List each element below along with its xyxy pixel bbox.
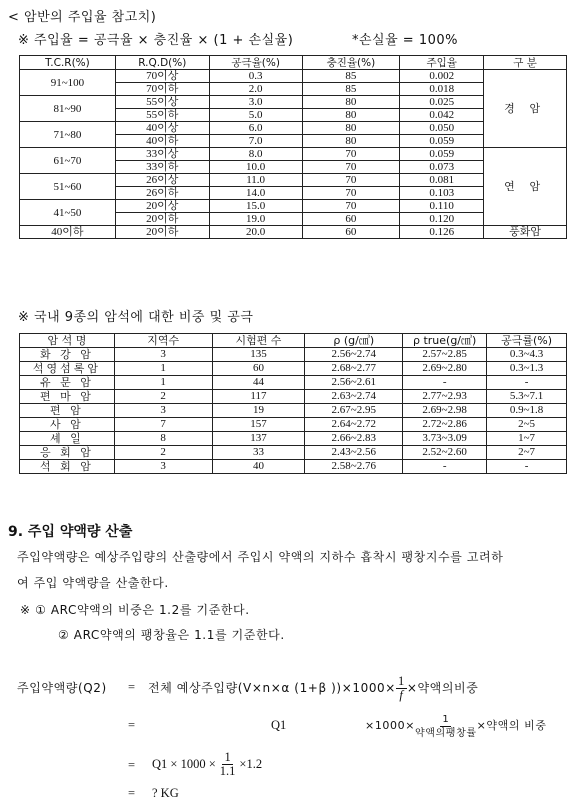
table-cell: 20이상	[115, 200, 209, 213]
table-cell: 1	[114, 376, 212, 390]
table-row	[20, 404, 567, 418]
fraction-1-num: 1	[397, 673, 405, 688]
table-cell: 8	[114, 432, 212, 446]
table-cell: 2.72~2.86	[403, 418, 487, 432]
table-cell: 5.3~7.1	[487, 390, 567, 404]
table-cell: 70	[302, 200, 400, 213]
table-cell: 7	[114, 418, 212, 432]
rock-name-cell: 셰 일	[20, 432, 115, 446]
table-row	[20, 148, 567, 161]
table-cell: 0.3	[209, 70, 302, 83]
rock-name-cell: 편 암	[20, 404, 115, 418]
table-cell: 3	[114, 348, 212, 362]
col-header: 주입율	[400, 56, 484, 70]
table-cell: 0.018	[400, 83, 484, 96]
table-cell: 8.0	[209, 148, 302, 161]
table-cell: 2.77~2.93	[403, 390, 487, 404]
calc-eq-1: =	[128, 680, 136, 694]
fraction-2-num: 1	[442, 713, 450, 725]
table-cell: 26이상	[115, 174, 209, 187]
table-cell: 3	[114, 460, 212, 474]
col-header: ρ (g/㎤)	[305, 334, 403, 348]
table-cell: 0.3~1.3	[487, 362, 567, 376]
table-cell: 2.0	[209, 83, 302, 96]
table-cell: 2.57~2.85	[403, 348, 487, 362]
table-row	[20, 362, 567, 376]
fraction-3-den: 1.1	[219, 763, 236, 778]
tcr-cell: 81~90	[20, 96, 116, 122]
table-cell: 20이하	[115, 226, 209, 239]
col-header: 충진율(%)	[302, 56, 400, 70]
table-cell: 6.0	[209, 122, 302, 135]
reference-title: < 암반의 주입율 참고치)	[8, 10, 157, 25]
calc-q1: Q1	[271, 718, 287, 732]
table-cell: 1	[114, 362, 212, 376]
table-cell: 44	[212, 376, 305, 390]
table-cell: 0.103	[400, 187, 484, 200]
fraction-2	[415, 713, 477, 740]
rock-name-cell: 응 회 암	[20, 446, 115, 460]
fraction-1-den: f	[399, 687, 404, 702]
table-cell: 2.52~2.60	[403, 446, 487, 460]
calc-line-1-a: 전체 예상주입량(V×n×α (1+β ))×1000×	[148, 681, 396, 695]
table-cell: 80	[302, 122, 400, 135]
table-cell: 11.0	[209, 174, 302, 187]
table-cell: 60	[302, 226, 400, 239]
table-cell: 2	[114, 446, 212, 460]
rock-name-cell: 유 문 암	[20, 376, 115, 390]
table-cell: 3.73~3.09	[403, 432, 487, 446]
table-cell: -	[403, 376, 487, 390]
table-row	[20, 390, 567, 404]
col-header: 암 석 명	[20, 334, 115, 348]
calc-eq-2: =	[128, 718, 136, 732]
table-cell: 19	[212, 404, 305, 418]
loss-rate-note: *손실율 = 100%	[352, 33, 458, 48]
col-header: 공극률(%)	[487, 334, 567, 348]
table-cell: 2.67~2.95	[305, 404, 403, 418]
table-cell: 33	[212, 446, 305, 460]
table-cell: 5.0	[209, 109, 302, 122]
section-title: 9. 주입 약액량 산출	[8, 524, 133, 540]
calc-line-2	[365, 710, 547, 742]
col-header: 시험편 수	[212, 334, 305, 348]
table-row	[20, 446, 567, 460]
fraction-2-den: 약액의팽창률	[415, 727, 477, 739]
table-row	[20, 460, 567, 474]
col-header: 구 분	[484, 56, 567, 70]
calc-line-3-b: ×1.2	[239, 756, 263, 771]
rock-table-title: ※ 국내 9종의 암석에 대한 비중 및 공극	[18, 310, 254, 325]
table-cell: 20이하	[115, 213, 209, 226]
calc-line-3	[152, 748, 262, 780]
calc-line-1-b: ×약액의비중	[406, 681, 479, 695]
table-row	[20, 418, 567, 432]
col-header: R.Q.D(%)	[115, 56, 209, 70]
table-cell: 1~7	[487, 432, 567, 446]
tcr-cell: 71~80	[20, 122, 116, 148]
table-cell: 117	[212, 390, 305, 404]
table-cell: 85	[302, 70, 400, 83]
table-cell: 3.0	[209, 96, 302, 109]
col-header: 공극율(%)	[209, 56, 302, 70]
rock-name-cell: 화 강 암	[20, 348, 115, 362]
table-cell: -	[487, 376, 567, 390]
table-cell: 2.68~2.77	[305, 362, 403, 376]
col-header: 지역수	[114, 334, 212, 348]
table-cell: 40이하	[115, 135, 209, 148]
table-cell: 2.43~2.56	[305, 446, 403, 460]
table-cell: 157	[212, 418, 305, 432]
table-cell: 0.3~4.3	[487, 348, 567, 362]
table-cell: 0.042	[400, 109, 484, 122]
table-cell: 135	[212, 348, 305, 362]
note-expansion-rate: ② ARC약액의 팽창율은 1.1를 기준한다.	[58, 628, 285, 642]
table-cell: 0.002	[400, 70, 484, 83]
table-cell: 0.059	[400, 148, 484, 161]
table-header-row	[20, 334, 567, 348]
rock-name-cell: 사 암	[20, 418, 115, 432]
table-cell: 55이상	[115, 96, 209, 109]
calc-eq-4: =	[128, 786, 136, 800]
table-cell: 40	[212, 460, 305, 474]
section-paragraph-line-2: 여 주입 약액량을 산출한다.	[17, 576, 169, 590]
calc-eq-3: =	[128, 758, 136, 772]
table-cell: 0.120	[400, 213, 484, 226]
rock-name-cell: 석 회 암	[20, 460, 115, 474]
table-cell: 70	[302, 161, 400, 174]
table-cell: 2	[114, 390, 212, 404]
table-cell: 55이하	[115, 109, 209, 122]
tcr-cell: 41~50	[20, 200, 116, 226]
group-cell: 경 암	[484, 70, 567, 148]
table-cell: 26이하	[115, 187, 209, 200]
col-header: ρ true(g/㎤)	[403, 334, 487, 348]
col-header: T.C.R(%)	[20, 56, 116, 70]
table-cell: 2.63~2.74	[305, 390, 403, 404]
calc-lhs: 주입약액량(Q2)	[17, 681, 107, 695]
tcr-cell: 91~100	[20, 70, 116, 96]
note-specific-gravity: ※ ① ARC약액의 비중은 1.2를 기준한다.	[20, 603, 250, 617]
table-cell: 2.56~2.74	[305, 348, 403, 362]
table-cell: 70	[302, 187, 400, 200]
table-cell: 7.0	[209, 135, 302, 148]
calc-line-2-a: ×1000×	[365, 719, 416, 732]
table-cell: -	[403, 460, 487, 474]
table-cell: 2.69~2.98	[403, 404, 487, 418]
table-cell: 2.66~2.83	[305, 432, 403, 446]
table-cell: 60	[212, 362, 305, 376]
calc-result: ? KG	[152, 786, 179, 800]
rock-name-cell: 편 마 암	[20, 390, 115, 404]
table-cell: 137	[212, 432, 305, 446]
table-cell: 80	[302, 135, 400, 148]
table-cell: 14.0	[209, 187, 302, 200]
section-paragraph-line-1: 주입약액량은 예상주입량의 산출량에서 주입시 약액의 지하수 흡착시 팽창지수를 고려하	[17, 550, 504, 564]
table-cell: 70이상	[115, 70, 209, 83]
table-row	[20, 70, 567, 83]
table-cell: 85	[302, 83, 400, 96]
table-cell: 70이하	[115, 83, 209, 96]
table-cell: 2.69~2.80	[403, 362, 487, 376]
table-cell: 0.081	[400, 174, 484, 187]
table-row	[20, 376, 567, 390]
table-cell: 3	[114, 404, 212, 418]
group-cell: 풍화암	[484, 226, 567, 239]
fraction-1	[396, 675, 407, 702]
table-cell: 2~5	[487, 418, 567, 432]
table-cell: 10.0	[209, 161, 302, 174]
rock-density-table	[19, 333, 567, 474]
table-cell: 2~7	[487, 446, 567, 460]
table-row	[20, 432, 567, 446]
injection-rate-table	[19, 55, 567, 239]
group-cell: 연 암	[484, 148, 567, 226]
calc-line-1	[148, 672, 478, 704]
fraction-3	[220, 751, 236, 778]
table-cell: 80	[302, 96, 400, 109]
table-header-row	[20, 56, 567, 70]
table-row	[20, 226, 567, 239]
rock-name-cell: 석영섬록암	[20, 362, 115, 376]
table-cell: 70	[302, 174, 400, 187]
table-cell: 0.025	[400, 96, 484, 109]
table-cell: 0.9~1.8	[487, 404, 567, 418]
table-cell: 33이하	[115, 161, 209, 174]
table-cell: 15.0	[209, 200, 302, 213]
calc-line-2-b: ×약액의 비중	[476, 719, 547, 732]
table-cell: 40이상	[115, 122, 209, 135]
table-cell: 20.0	[209, 226, 302, 239]
tcr-cell: 40이하	[20, 226, 116, 239]
table-cell: 60	[302, 213, 400, 226]
table-cell: 2.64~2.72	[305, 418, 403, 432]
table-cell: 0.073	[400, 161, 484, 174]
tcr-cell: 51~60	[20, 174, 116, 200]
table-cell: 0.050	[400, 122, 484, 135]
calc-line-3-a: Q1 × 1000 ×	[152, 756, 216, 771]
table-cell: -	[487, 460, 567, 474]
table-cell: 0.110	[400, 200, 484, 213]
table-cell: 80	[302, 109, 400, 122]
table-cell: 33이상	[115, 148, 209, 161]
tcr-cell: 61~70	[20, 148, 116, 174]
table-cell: 19.0	[209, 213, 302, 226]
injection-formula: ※ 주입율 = 공극율 × 충진율 × (1 + 손실율)	[18, 33, 294, 48]
table-cell: 0.126	[400, 226, 484, 239]
table-row	[20, 348, 567, 362]
table-cell: 2.58~2.76	[305, 460, 403, 474]
table-cell: 2.56~2.61	[305, 376, 403, 390]
fraction-3-num: 1	[224, 749, 231, 764]
table-cell: 0.059	[400, 135, 484, 148]
table-cell: 70	[302, 148, 400, 161]
